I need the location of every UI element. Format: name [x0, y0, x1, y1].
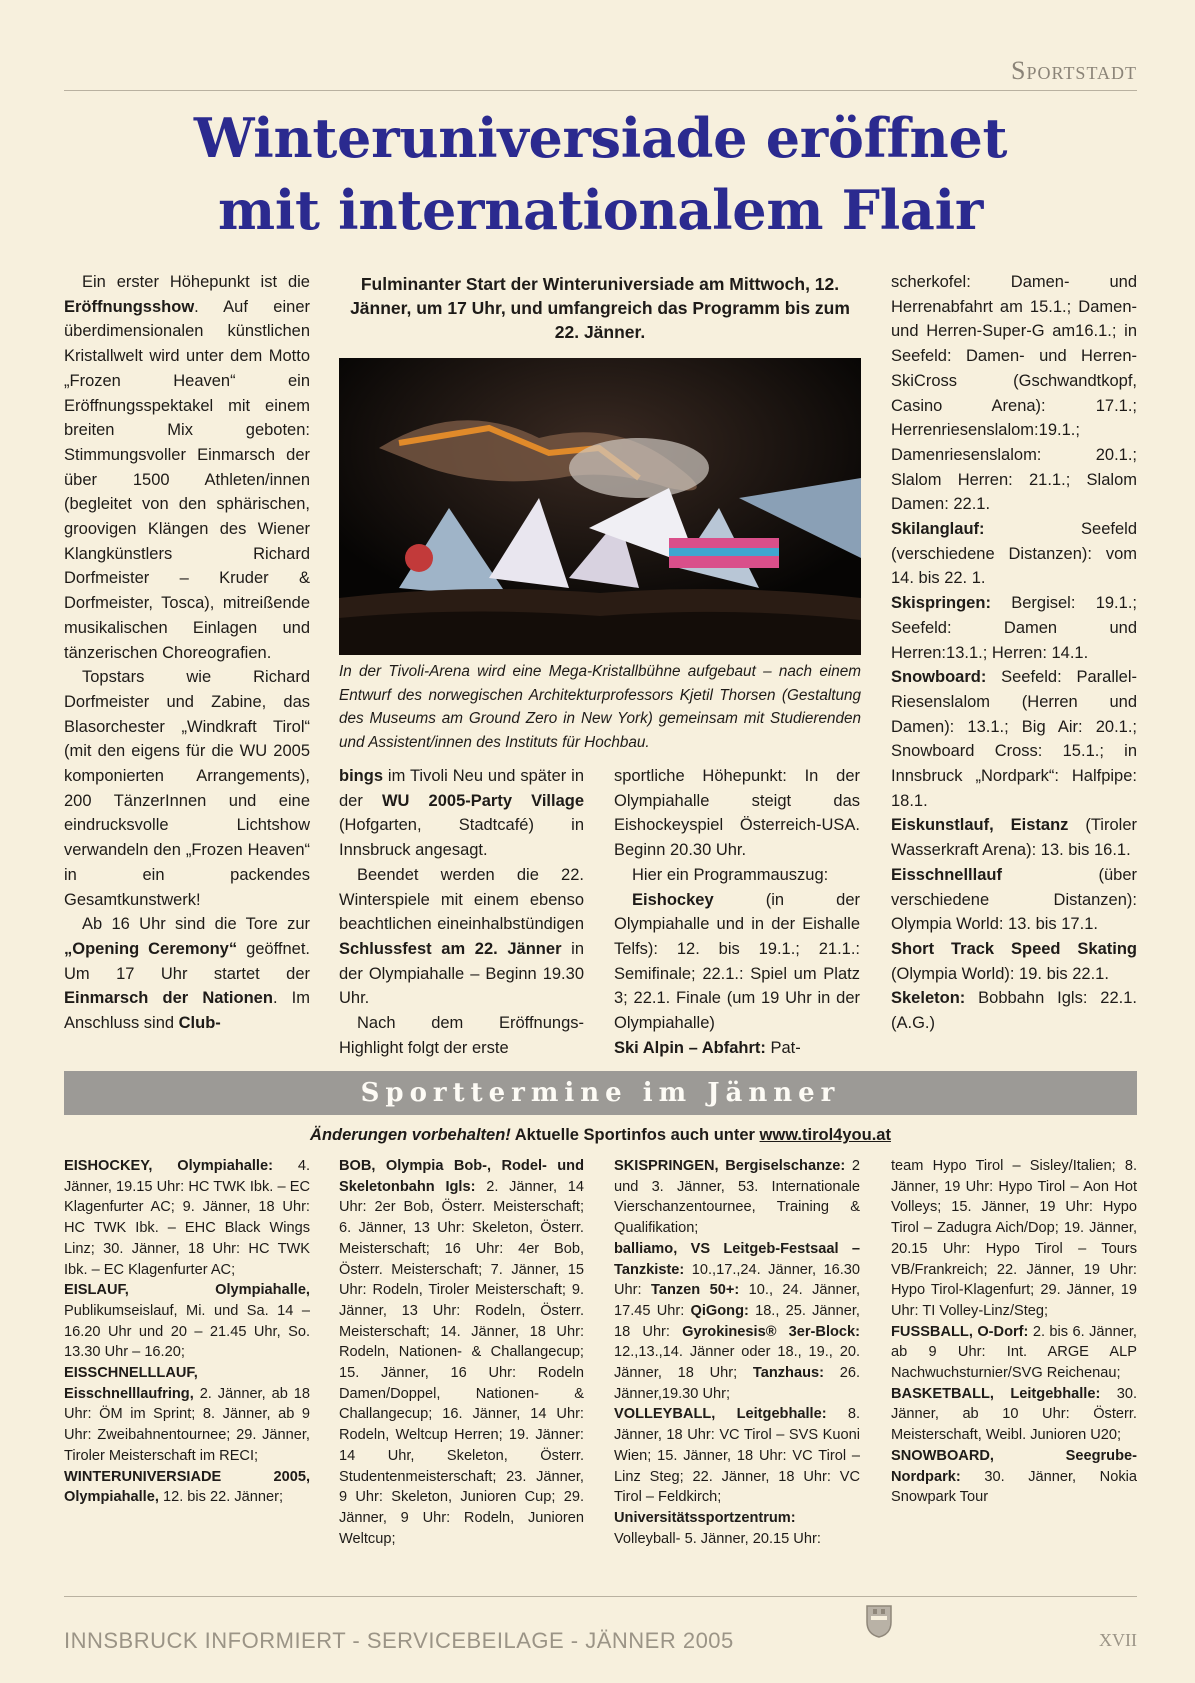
text-span: 2. bis 6. Jänner, ab 9 Uhr: Int. ARGE ALP Nachwuchsturnier/SVG Reichenau; [891, 1323, 1137, 1382]
paragraph: team Hypo Tirol – Sisley/Italien; 8. Jänner, 19 Uhr: Hypo Tirol – Aon Hot Volleys; 15. Jänner, 19 Uhr: Hypo Tirol – Zadugra Aich/Dop; 19. Jänner, 20.15 Uhr: Hypo Tirol – Tours VB/Frankreich; 22. Jänner, 19 Uhr: Hypo Tirol-Klagenfurt; 29. Jänner, 19 Uhr: TI Volley-Linz/Steg; [891, 1158, 1137, 1319]
paragraph [64, 1363, 310, 1467]
bold-text: WINTERUNIVERSIADE 2005, Olympiahalle, [64, 1468, 310, 1506]
text-span: Seefeld: Parallel-Riesenslalom (Herren und Damen): 13.1.; Big Air: 20.1.; Snowboard Cross: 15.1.; in Innsbruck „Nordpark“: Halfpipe: 18.1. [891, 668, 1137, 810]
text-span: 18., 25. Jänner, 18 Uhr: [614, 1302, 860, 1340]
paragraph [339, 1156, 584, 1549]
text-span: . Im Anschluss sind [64, 989, 310, 1033]
events-column-3 [614, 1156, 860, 1549]
article-headline [64, 102, 1137, 246]
text-span: im Tivoli Neu und später in der [339, 767, 584, 810]
paragraph [891, 1446, 1137, 1508]
bold-text: Gyrokinesis® 3er-Block: [682, 1323, 861, 1340]
bold-text: SKISPRINGEN, Bergiselschanze: [614, 1158, 846, 1174]
text-span: Ein erster Höhepunkt ist die [82, 273, 310, 291]
paragraph [64, 270, 310, 665]
city-crest-icon [865, 1604, 893, 1638]
paragraph [64, 1467, 310, 1508]
paragraph [64, 1280, 310, 1363]
bold-text: SNOWBOARD, Seegrube-Nordpark: [891, 1447, 1137, 1485]
paragraph: Hier ein Programmauszug: [632, 865, 829, 884]
paragraph [614, 1156, 860, 1239]
article-column-4 [891, 270, 1137, 1036]
text-span: . Auf einer überdimensionalen künstlichen Kristallwelt wird unter dem Motto „Frozen Heaven“ ein Eröffnungsspektakel mit einem breiten Mix geboten: Stimmungsvoller Einmarsch der über 1500 Athleten/innen (begleitet von den sphärischen, groovigen Klängen des Wiener Klangkünstlers Richard Dorfmeister – Kruder & Dorfmeister, Tosca), mitreißende musikalischen Einlagen und tänzerischen Choreografien. [64, 297, 310, 662]
bold-text: Eishockey [632, 890, 714, 909]
stage-illustration [339, 358, 861, 655]
publication-footer: INNSBRUCK INFORMIERT - SERVICEBEILAGE - JÄNNER 2005 [64, 1628, 734, 1653]
text-span: Pat- [765, 1038, 801, 1057]
paragraph [891, 1384, 1137, 1446]
bold-text: EISLAUF, Olympiahalle, [64, 1282, 310, 1299]
bold-text: WU 2005-Party Village [381, 791, 584, 810]
text-span: 30. Jänner, Nokia Snowpark Tour [891, 1468, 1137, 1506]
bold-text: Universitätssportzentrum: [614, 1509, 796, 1526]
events-column-1 [64, 1156, 310, 1508]
text-span: Änderungen vorbehalten! [310, 1126, 511, 1144]
paragraph [614, 1239, 860, 1405]
headline-line-1: Winteruniversiade eröffnet [193, 106, 1008, 170]
bold-text: Club- [178, 1014, 221, 1033]
tirol4you-link[interactable]: www.tirol4you.at [759, 1126, 891, 1144]
bold-text: balliamo, VS Leitgeb-Festsaal – Tanzkiste: [614, 1240, 860, 1278]
text-span: Bobbahn Igls: 22.1. (A.G.) [891, 989, 1137, 1033]
text-span: Aktuelle Sportinfos auch unter [510, 1126, 760, 1144]
events-column-4 [891, 1156, 1137, 1508]
text-span: (Hofgarten, Stadtcafé) in Innsbruck angesagt. [339, 816, 584, 860]
bold-text: Snowboard: [891, 668, 987, 687]
article-column-3 [614, 764, 860, 1060]
text-span: Volleyball- 5. Jänner, 20.15 Uhr: [614, 1530, 821, 1547]
bold-text: Skeleton: [891, 989, 966, 1008]
text-span: (über verschiedene Distanzen): Olympia World: 13. bis 17.1. [891, 865, 1137, 934]
text-span: 26. Jänner,19.30 Uhr; [614, 1365, 861, 1402]
text-span: Beendet werden die 22. Winterspiele mit einem ebenso beachtlichen eineinhalbstündigen [339, 865, 584, 934]
bold-text: Schlussfest am 22. Jänner [339, 939, 562, 958]
header-rule [64, 90, 1137, 91]
paragraph [891, 937, 1137, 986]
text-span: in der Olympiahalle – Beginn 19.30 Uhr. [339, 939, 585, 1008]
bold-text: BOB, Olympia Bob-, Rodel- und Skeletonbahn Igls: [339, 1158, 584, 1195]
paragraph [614, 888, 860, 1036]
paragraph [891, 863, 1137, 937]
text-span: Ab 16 Uhr sind die Tore zur [82, 915, 310, 934]
paragraph [891, 665, 1137, 813]
paragraph [64, 1156, 310, 1280]
bold-text: EISSCHNELLLAUF, Eisschnelllaufring, [64, 1365, 198, 1402]
paragraph: Topstars wie Richard Dorfmeister und Zabine, das Blasorchester „Windkraft Tirol“ (mit den eigens für die WU 2005 komponierten Arrangements), 200 TänzerInnen und eine eindrucksvolle Lichtshow verwandeln den „Frozen Heaven“ in ein packendes Gesamtkunstwerk! [64, 668, 310, 909]
text-span: 8. Jänner, 18 Uhr: VC Tirol – SVS Kuoni Wien; 15. Jänner, 18 Uhr: VC Tirol – Linz Steg; 22. Jänner, 18 Uhr: VC Tirol – Feldkirch; [614, 1406, 860, 1506]
bold-text: Ski Alpin – Abfahrt: [614, 1038, 766, 1057]
paragraph [64, 912, 310, 1036]
paragraph [339, 764, 584, 863]
bold-text: Einmarsch der Nationen [64, 989, 273, 1008]
text-span: 12. bis 22. Jänner; [158, 1489, 284, 1506]
article-subhead: Fulminanter Start der Winteruniversiade am Mittwoch, 12. Jänner, um 17 Uhr, und umfangreich das Programm bis zum 22. Jänner. [350, 274, 850, 342]
bold-text: Eröffnungsshow [64, 297, 195, 316]
bold-text: VOLLEYBALL, Leitgebhalle: [614, 1406, 827, 1423]
bold-text: Short Track Speed Skating [891, 939, 1137, 958]
text-span: Bergisel: 19.1.; Seefeld: Damen und Herren:13.1.; Herren: 14.1. [891, 594, 1137, 662]
text-span: 2 und 3. Jänner, 53. Internationale Vierschanzentournee, Training & Qualifikation; [614, 1158, 860, 1237]
notice-line [64, 1126, 1137, 1145]
bold-text: Eiskunstlauf, Eistanz [891, 816, 1069, 835]
bold-text: Eisschnelllauf [891, 865, 1002, 884]
bold-text: Tanzhaus: [752, 1365, 824, 1382]
photo-caption: In der Tivoli-Arena wird eine Mega-Kristallbühne aufgebaut – nach einem Entwurf des norwegischen Architekturprofessors Kjetil Thorsen (Gestaltung des Museums am Ground Zero in New York) gemeinsam mit Studierenden und Assistent/innen des Instituts für Hochbau. [339, 663, 861, 751]
article-column-1 [64, 270, 310, 1036]
paragraph [891, 517, 1137, 591]
text-span: 30. Jänner, ab 10 Uhr: Österr. Meisterschaft, Weibl. Junioren U20; [891, 1385, 1137, 1444]
section-label: Sportstadt [1011, 56, 1137, 85]
text-span: 10., 24. Jänner, 17.45 Uhr: [614, 1282, 861, 1319]
bold-text: bings [339, 767, 383, 785]
sport-events-banner: Sporttermine im Jänner [64, 1071, 1137, 1115]
text-span: 2. Jänner, ab 18 Uhr: ÖM im Sprint; 8. Jänner, ab 9 Uhr: Zweibahnentournee; 29. Jänner, Tiroler Meisterschaft im RECI; [64, 1385, 310, 1464]
text-span: 2. Jänner, 14 Uhr: 2er Bob, Österr. Meisterschaft; 6. Jänner, 13 Uhr: Skeleton, Österr. Meisterschaft; 16 Uhr: 4er Bob, Österr. Meisterschaft; 7. Jänner, 15 Uhr: Rodeln, Tiroler Meisterschaft; 9. Jänner, 13 Uhr: Rodeln, Österr. Meisterschaft; 14. Jänner, 18 Uhr: Rodeln, Nationen- & Challangecup; 15. Jänner, 16 Uhr: Rodeln Damen/Doppel, Nationen- & Challangecup; 16. Jänner, 14 Uhr: Rodeln, Weltcup Herren; 19. Jänner: 14 Uhr, Skeleton, Österr. Studentenmeisterschaft; 23. Jänner, 9 Uhr: Skeleton, Junioren Cup; 29. Jänner, 9 Uhr: Rodeln, Junioren Weltcup; [339, 1178, 584, 1547]
bold-text: Tanzen 50+: [651, 1282, 740, 1299]
text-span: (Olympia World): 19. bis 22.1. [891, 964, 1109, 983]
bold-text: FUSSBALL, O-Dorf: [891, 1323, 1029, 1340]
text-span: (in der Olympiahalle und in der Eishalle Telfs): 12. bis 19.1.; 21.1.: Semifinale; 22.1.: Spiel um Platz 3; 22.1. Finale (um 19 Uhr in der Olympiahalle) [614, 890, 860, 1033]
paragraph [614, 1036, 860, 1061]
text-span: Publikumseislauf, Mi. und Sa. 14 – 16.20 Uhr und 20 – 21.45 Uhr, So. 13.30 Uhr – 16.20; [64, 1302, 310, 1361]
text-span: (Tiroler Wasserkraft Arena): 13. bis 16.1. [891, 816, 1137, 860]
text-span: geöffnet. Um 17 Uhr startet der [64, 939, 310, 983]
bold-text: EISHOCKEY, Olympiahalle: [64, 1158, 273, 1174]
paragraph [891, 813, 1137, 862]
text-span: 4. Jänner, 19.15 Uhr: HC TWK Ibk. – EC Klagenfurter AC; 9. Jänner, 18 Uhr: HC TWK Ibk. – EHC Black Wings Linz; 30. Jänner, 18 Uhr: HC TWK Ibk. – EC Klagenfurter AC; [64, 1158, 310, 1278]
paragraph [891, 591, 1137, 665]
paragraph: Nach dem Eröffnungs-Highlight folgt der erste [339, 1014, 584, 1057]
paragraph [891, 986, 1137, 1035]
bold-text: BASKETBALL, Leitgebhalle: [891, 1385, 1101, 1402]
paragraph [891, 1322, 1137, 1384]
paragraph [339, 863, 584, 1011]
text-span: 12.,13.,14. Jänner oder 18., 19., 20. Jänner, 18 Uhr; [614, 1344, 860, 1382]
events-column-2 [339, 1156, 584, 1549]
paragraph [614, 1404, 860, 1508]
bold-text: Skispringen: [891, 594, 991, 613]
paragraph: sportliche Höhepunkt: In der Olympiahalle steigt das Eishockeyspiel Österreich-USA. Beginn 20.30 Uhr. [614, 767, 860, 860]
paragraph: scherkofel: Damen- und Herrenabfahrt am 15.1.; Damen- und Herren-Super-G am16.1.; in Seefeld: Damen- und Herren-SkiCross (Gschwandtkopf, Casino Arena): 17.1.; Herrenriesenslalom:19.1.; Damenriesenslalom: 20.1.; Slalom Herren: 21.1.; Slalom Damen: 22.1. [891, 273, 1137, 514]
footer-rule [64, 1596, 1137, 1597]
tivoli-arena-stage-photo [339, 358, 861, 655]
bold-text: Skilanglauf: [891, 520, 985, 539]
article-column-2 [339, 764, 584, 1060]
bold-text: „Opening Ceremony“ [64, 939, 238, 958]
headline-line-2: mit internationalem Flair [217, 178, 983, 242]
text-span: Seefeld (verschiedene Distanzen): vom 14. bis 22. 1. [891, 520, 1137, 588]
page-number: XVII [1099, 1630, 1137, 1650]
paragraph [614, 1508, 860, 1549]
bold-text: QiGong: [690, 1302, 749, 1319]
text-span: 10.,17.,24. Jänner, 16.30 Uhr: [614, 1261, 860, 1299]
